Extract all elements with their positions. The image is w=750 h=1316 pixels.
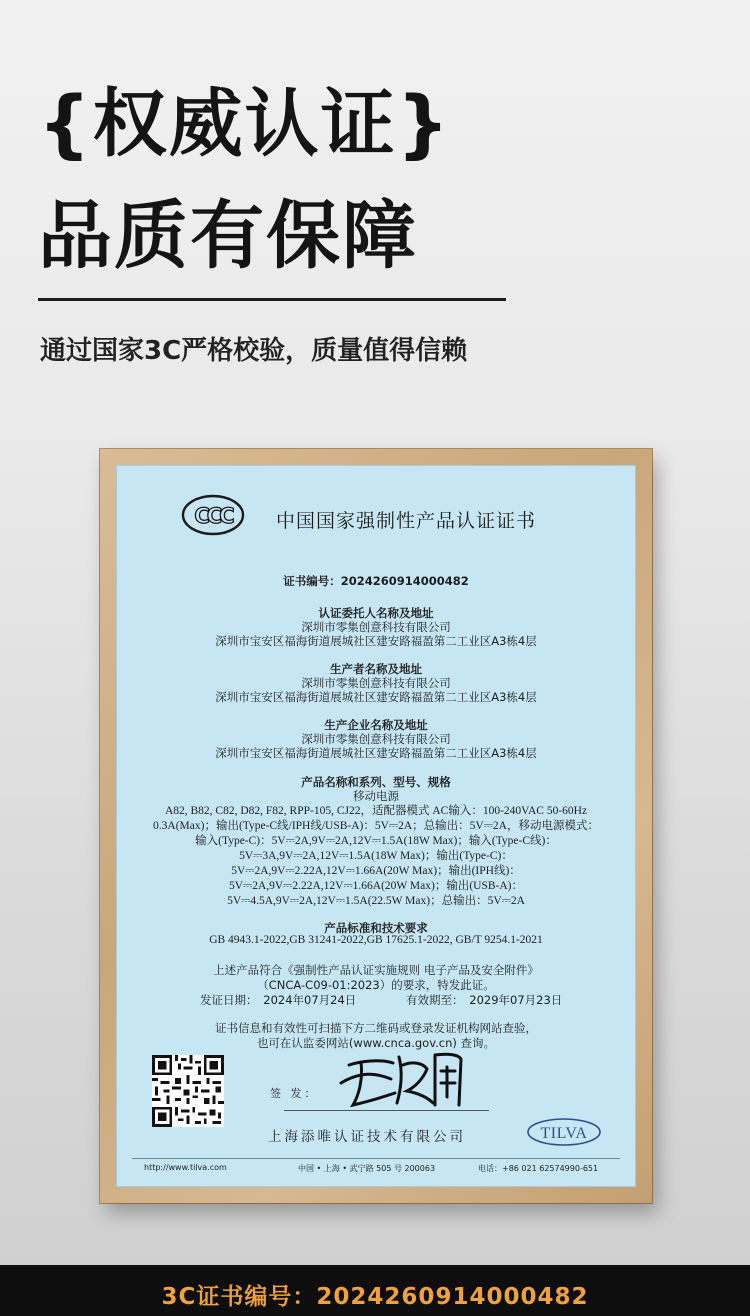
- footer-phone: 电话：+86 021 62574990-651: [478, 1164, 599, 1173]
- footer-divider: [132, 1158, 620, 1159]
- qr-code: [152, 1055, 224, 1127]
- cert-number: 证书编号：2024260914000482: [283, 574, 469, 588]
- standards: GB 4943.1-2022,GB 31241-2022,GB 17625.1-2022, GB/T 9254.1-2021: [209, 934, 543, 946]
- ccc-logo: [181, 494, 245, 536]
- divider: [38, 298, 506, 301]
- bottom-banner: [0, 1265, 750, 1316]
- tilva-logo-text: TILVA: [540, 1125, 588, 1142]
- product-heading: 产品名称和系列、型号、规格: [301, 775, 451, 789]
- certificate: [116, 465, 636, 1187]
- product-name: 移动电源: [353, 789, 399, 803]
- subtitle: 通过国家3C严格校验，质量值得信赖: [40, 336, 468, 366]
- spec-line: 输入(Type-C)：5V⎓2A,9V⎓2A,12V⎓1.5A(18W Max)；输入(Type-C线)：: [195, 835, 557, 847]
- footer-url: http://www.tilva.com: [144, 1163, 227, 1172]
- certificate-title: 中国国家强制性产品认证证书: [276, 510, 537, 532]
- spec-line: A82, B82, C82, D82, F82, RPP-105, CJ22，适配器模式 AC输入：100-240VAC 50-60Hz: [164, 805, 588, 817]
- certificate-frame: [100, 449, 652, 1203]
- conformity-line2: （CNCA-C09-01:2023）的要求，特发此证。: [257, 978, 495, 992]
- client-name: 深圳市零集创意科技有限公司: [301, 620, 451, 634]
- manufacturer-address: 深圳市宝安区福海街道展城社区建安路福盈第二工业区A3栋4层: [215, 690, 537, 704]
- factory-heading: 生产企业名称及地址: [324, 718, 428, 732]
- tilva-logo: [526, 1117, 602, 1147]
- issuer-name: 上海添唯认证技术有限公司: [268, 1129, 466, 1145]
- standards-heading: 产品标准和技术要求: [324, 921, 428, 935]
- spec-line: 5V⎓2A,9V⎓2.22A,12V⎓1.66A(20W Max)；输出(IPH线)：: [231, 865, 521, 877]
- manufacturer-name: 深圳市零集创意科技有限公司: [301, 676, 451, 690]
- factory-address: 深圳市宝安区福海街道展城社区建安路福盈第二工业区A3栋4层: [215, 746, 537, 760]
- client-heading: 认证委托人名称及地址: [318, 606, 434, 620]
- spec-line: 5V⎓4.5A,9V⎓2A,12V⎓1.5A(22.5W Max)；总输出：5V⎓2A: [227, 895, 525, 907]
- manufacturer-heading: 生产者名称及地址: [330, 662, 422, 676]
- verify-line2: 也可在认监委网站(www.cnca.gov.cn) 查询。: [256, 1036, 496, 1050]
- conformity-line1: 上述产品符合《强制性产品认证实施规则 电子产品及安全附件》: [213, 963, 539, 977]
- issue-date: 发证日期： 2024年07月24日: [200, 993, 357, 1007]
- spec-line: 5V⎓2A,9V⎓2.22A,12V⎓1.66A(20W Max)；输出(USB-A)：: [228, 880, 524, 892]
- ccc-logo-text: CCC: [194, 504, 232, 528]
- headline-line1: {权威认证}: [38, 81, 452, 167]
- footer-address: 中国 • 上海 • 武宁路 505 号 200063: [298, 1164, 436, 1173]
- bottom-banner-text: 3C证书编号：2024260914000482: [161, 1284, 589, 1310]
- client-address: 深圳市宝安区福海街道展城社区建安路福盈第二工业区A3栋4层: [215, 634, 537, 648]
- signature-line: [284, 1110, 489, 1111]
- sign-label: 签 发：: [270, 1087, 319, 1100]
- verify-line1: 证书信息和有效性可扫描下方二维码或登录发证机构网站查验，: [215, 1021, 537, 1035]
- spec-line: 5V⎓3A,9V⎓2A,12V⎓1.5A(18W Max)；输出(Type-C)：: [239, 850, 513, 862]
- headline-line2: 品质有保障: [38, 193, 418, 279]
- expiry-date: 有效期至： 2029年07月23日: [406, 993, 563, 1007]
- spec-line: 0.3A(Max)；输出(Type-C线/IPH线/USB-A)：5V⎓2A；总输出：5V⎓2A，移动电源模式：: [153, 820, 599, 832]
- factory-name: 深圳市零集创意科技有限公司: [301, 732, 451, 746]
- signature: [331, 1043, 471, 1115]
